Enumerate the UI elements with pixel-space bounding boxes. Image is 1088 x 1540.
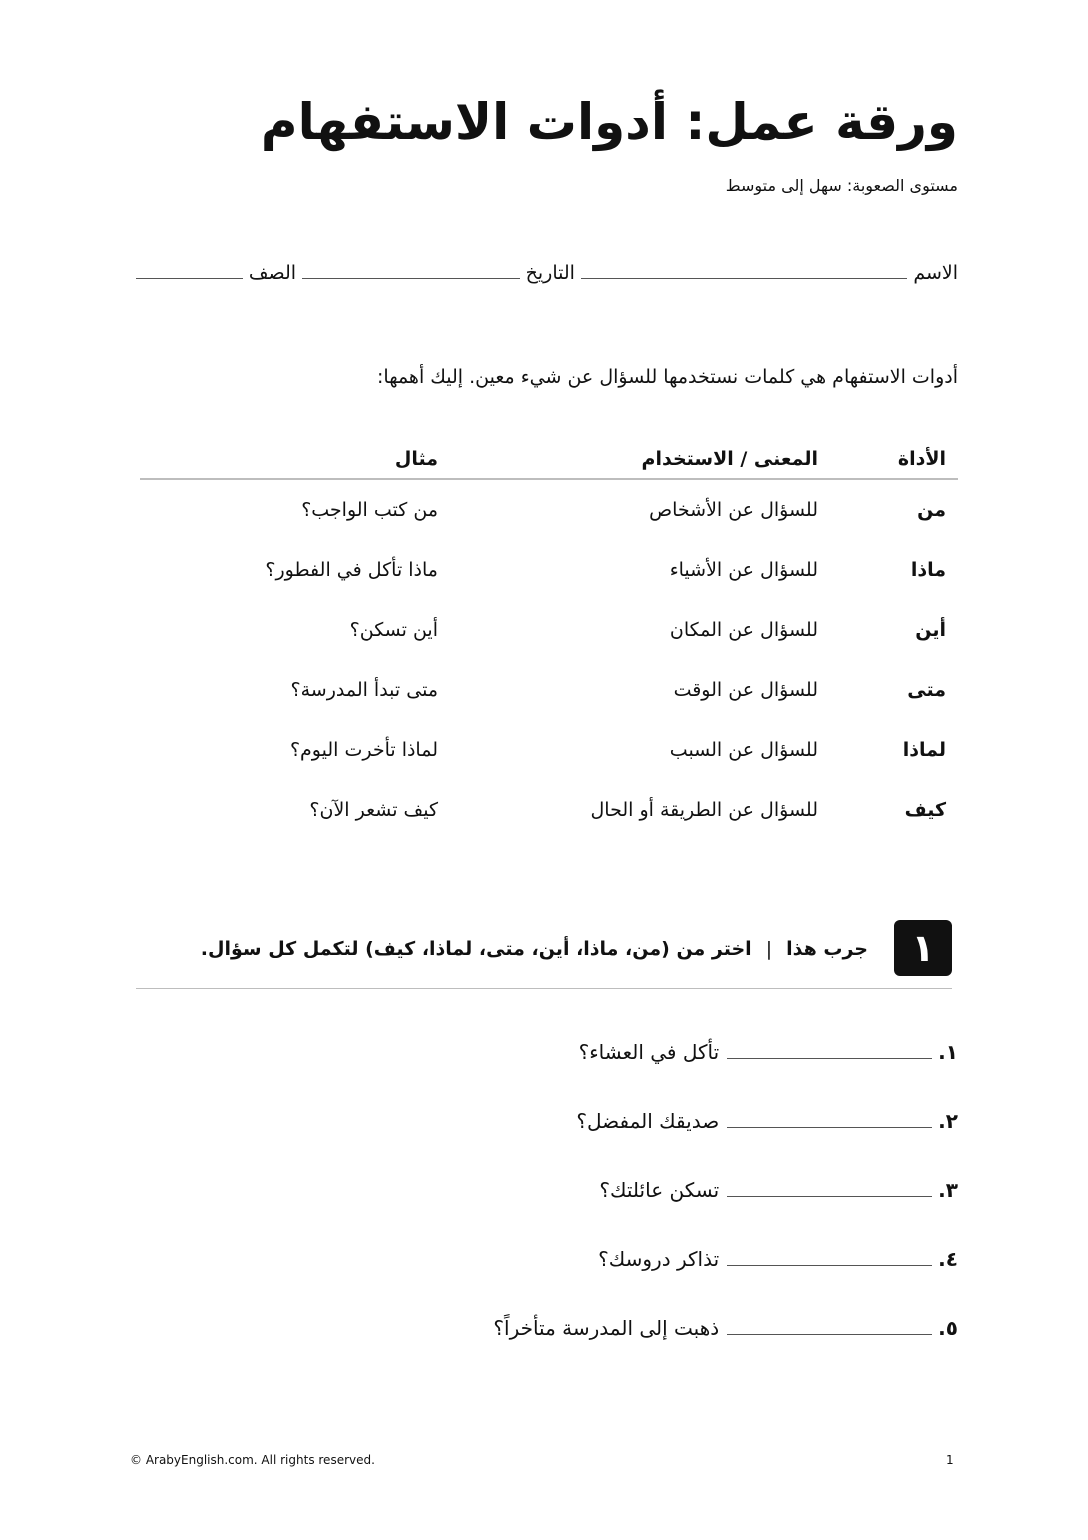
answer-blank[interactable] [727, 1318, 932, 1335]
exercise-title [201, 938, 868, 960]
row-tool: لماذا [902, 739, 946, 761]
row-use: للسؤال عن المكان [669, 619, 818, 641]
date-field[interactable] [302, 260, 520, 279]
row-tool: من [917, 499, 946, 521]
row-use: للسؤال عن الطريقة أو الحال [590, 799, 818, 821]
exercise-header [136, 918, 952, 989]
name-field[interactable] [581, 260, 907, 279]
header-tool: الأداة [897, 448, 946, 470]
student-info-row [130, 260, 958, 284]
question-text: تسكن عائلتك؟ [599, 1178, 720, 1202]
question-number: ٤. [938, 1247, 958, 1271]
row-example: من كتب الواجب؟ [301, 499, 438, 521]
table-row [140, 780, 958, 840]
row-example: لماذا تأخرت اليوم؟ [289, 739, 438, 761]
table-row [140, 720, 958, 780]
question-item [358, 1109, 958, 1178]
difficulty-level: مستوى الصعوبة: سهل إلى متوسط [725, 176, 958, 195]
header-example: مثال [394, 448, 438, 470]
exercise-instruction: اختر من (من، ماذا، أين، متى، لماذا، كيف) لتكمل كل سؤال. [200, 938, 752, 960]
table-row [140, 480, 958, 540]
answer-blank[interactable] [727, 1180, 932, 1197]
exercise-questions [358, 1040, 958, 1385]
table-row [140, 660, 958, 720]
row-tool: متى [907, 679, 946, 701]
header-use: المعنى / الاستخدام [641, 448, 818, 470]
row-use: للسؤال عن السبب [669, 739, 818, 761]
question-text: تأكل في العشاء؟ [578, 1040, 720, 1064]
exercise-label: جرب هذا [786, 938, 868, 960]
page-number: 1 [946, 1453, 954, 1467]
question-number: ٢. [938, 1109, 958, 1133]
question-text: تذاكر دروسك؟ [598, 1247, 720, 1271]
row-example: كيف تشعر الآن؟ [309, 799, 438, 821]
intro-text: أدوات الاستفهام هي كلمات نستخدمها للسؤال عن شيء معين. إليك أهمها: [377, 366, 958, 388]
question-number: ٥. [938, 1316, 958, 1340]
class-field[interactable] [136, 260, 243, 279]
row-example: ماذا تأكل في الفطور؟ [265, 559, 438, 581]
table-row [140, 540, 958, 600]
row-use: للسؤال عن الأشخاص [649, 499, 818, 521]
question-text: صديقك المفضل؟ [576, 1109, 720, 1133]
answer-blank[interactable] [727, 1111, 932, 1128]
row-use: للسؤال عن الوقت [673, 679, 818, 701]
row-example: متى تبدأ المدرسة؟ [290, 679, 438, 701]
class-label: الصف [248, 262, 297, 284]
table-header [140, 440, 958, 480]
question-number: ١. [938, 1040, 958, 1064]
table-row [140, 600, 958, 660]
page-title: ورقة عمل: أدوات الاستفهام [260, 93, 958, 151]
copyright-notice: © ArabyEnglish.com. All rights reserved. [130, 1453, 375, 1467]
question-words-table [140, 440, 958, 840]
row-tool: ماذا [910, 559, 946, 581]
answer-blank[interactable] [727, 1042, 932, 1059]
question-number: ٣. [938, 1178, 958, 1202]
date-label: التاريخ [525, 262, 575, 284]
question-item [358, 1178, 958, 1247]
question-item [358, 1247, 958, 1316]
row-tool: أين [915, 619, 946, 641]
row-use: للسؤال عن الأشياء [669, 559, 818, 581]
exercise-number-badge: ١ [894, 920, 952, 976]
name-label: الاسم [913, 262, 958, 284]
row-tool: كيف [904, 799, 946, 821]
question-item [358, 1316, 958, 1385]
table-body [140, 480, 958, 840]
row-example: أين تسكن؟ [349, 619, 438, 641]
exercise-separator: | [765, 938, 773, 960]
question-text: ذهبت إلى المدرسة متأخراً؟ [493, 1316, 720, 1340]
answer-blank[interactable] [727, 1249, 932, 1266]
question-item [358, 1040, 958, 1109]
